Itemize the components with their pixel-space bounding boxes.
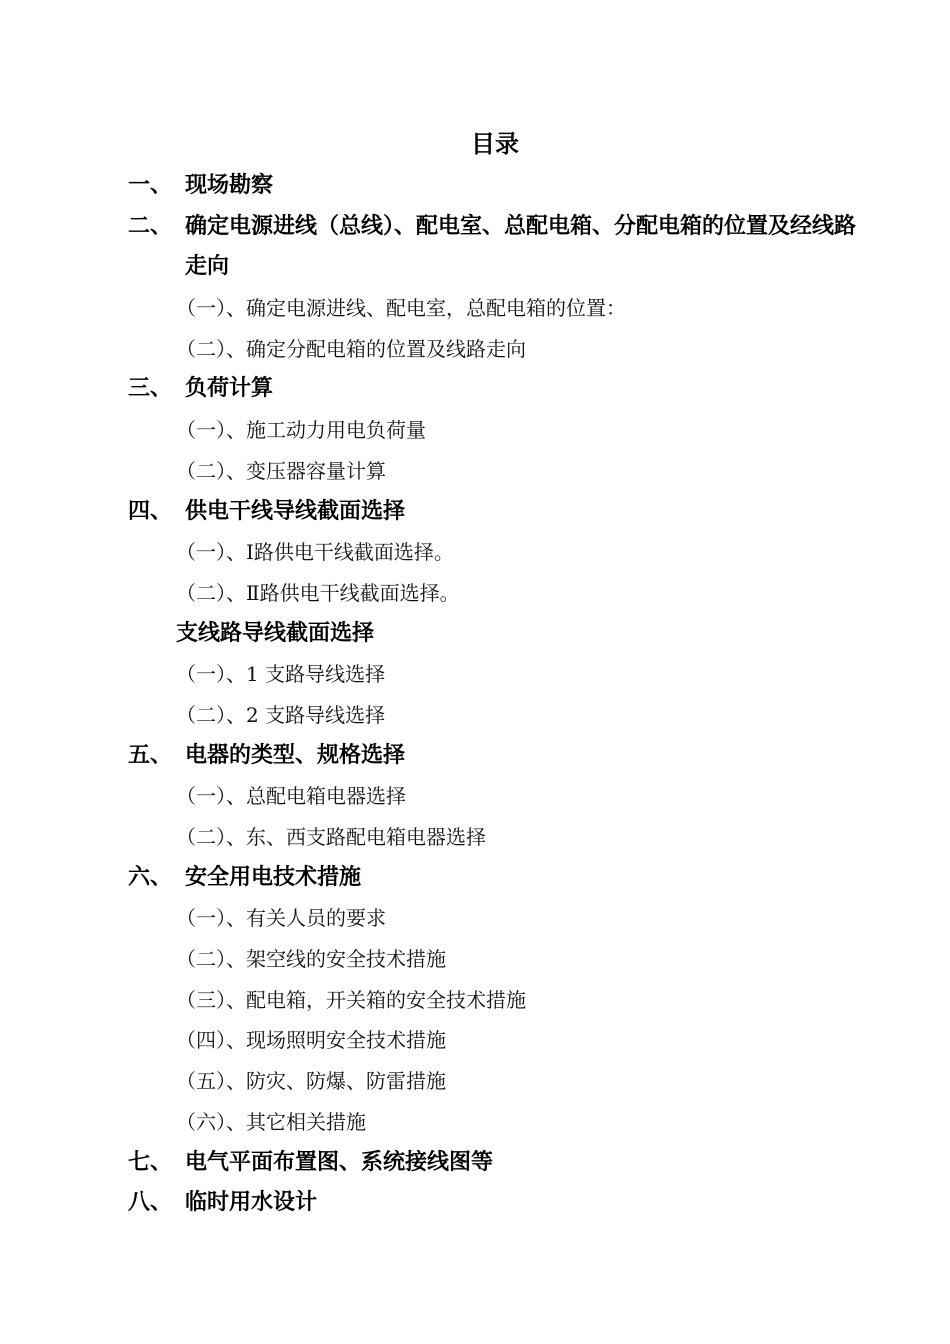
toc-entry-unnumbered — [0, 614, 950, 655]
toc-entry-1 — [0, 166, 950, 207]
toc-entry-5 — [0, 736, 950, 777]
toc-subentry — [0, 980, 950, 1021]
toc-subentry — [0, 1020, 950, 1061]
toc-subheading: （五）、防灾、防爆、防雷措施 — [176, 1069, 446, 1094]
toc-entry-7 — [0, 1143, 950, 1184]
toc-heading: 负荷计算 — [185, 376, 274, 402]
table-of-contents — [0, 166, 950, 1224]
toc-heading: 确定电源进线（总线）、配电室、总配电箱、分配电箱的位置及经线路走向 — [185, 213, 857, 280]
toc-heading: 电器的类型、规格选择 — [185, 742, 406, 768]
toc-subheading: （二）、变压器容量计算 — [176, 458, 386, 483]
toc-subentry — [0, 573, 950, 614]
toc-heading: 临时用水设计 — [185, 1190, 318, 1216]
toc-subheading: （二）、Ⅱ路供电干线截面选择。 — [176, 580, 460, 605]
toc-subentry — [0, 410, 950, 451]
toc-subheading: （二）、2 支路导线选择 — [176, 702, 386, 727]
toc-subheading: （一）、确定电源进线、配电室，总配电箱的位置： — [176, 296, 626, 321]
toc-subentry — [0, 532, 950, 573]
toc-subheading: （一）、1 支路导线选择 — [176, 662, 386, 687]
toc-subentry — [0, 1102, 950, 1143]
toc-number: 一、 — [128, 173, 173, 198]
toc-subentry — [0, 329, 950, 370]
toc-subentry — [0, 817, 950, 858]
toc-subentry — [0, 654, 950, 695]
toc-entry-8 — [0, 1183, 950, 1224]
toc-subheading: （一）、施工动力用电负荷量 — [176, 418, 426, 443]
toc-entry-6 — [0, 858, 950, 899]
toc-subheading: （二）、确定分配电箱的位置及线路走向 — [176, 336, 526, 361]
toc-heading: 支线路导线截面选择 — [176, 620, 375, 646]
toc-number: 二、 — [128, 213, 173, 239]
toc-entry-3 — [0, 369, 950, 410]
toc-subentry — [0, 939, 950, 980]
toc-subentry — [0, 776, 950, 817]
toc-subheading: （四）、现场照明安全技术措施 — [176, 1028, 446, 1053]
toc-subheading: （二）、东、西支路配电箱电器选择 — [176, 825, 486, 850]
toc-heading: 供电干线导线截面选择 — [185, 498, 406, 524]
toc-entry-2 — [0, 207, 950, 288]
toc-subentry — [0, 288, 950, 329]
toc-subheading: （一）、总配电箱电器选择 — [176, 784, 406, 809]
toc-entry-4 — [0, 492, 950, 533]
toc-subheading: （六）、其它相关措施 — [176, 1109, 366, 1134]
toc-number: 三、 — [128, 376, 173, 402]
toc-subentry — [0, 451, 950, 492]
toc-number: 四、 — [128, 498, 173, 524]
toc-subheading: （一）、Ⅰ路供电干线截面选择。 — [176, 540, 454, 565]
toc-subentry — [0, 695, 950, 736]
toc-number: 六、 — [128, 864, 173, 890]
toc-subentry — [0, 898, 950, 939]
toc-subheading: （三）、配电箱，开关箱的安全技术措施 — [176, 987, 526, 1012]
page-title: 目录 — [471, 130, 519, 158]
toc-subentry — [0, 1061, 950, 1102]
toc-number: 五、 — [128, 742, 173, 768]
toc-number: 八、 — [128, 1190, 173, 1216]
toc-heading: 电气平面布置图、系统接线图等 — [185, 1149, 494, 1175]
toc-heading: 安全用电技术措施 — [185, 864, 362, 890]
toc-subheading: （一）、有关人员的要求 — [176, 906, 386, 931]
toc-heading: 现场勘察 — [185, 173, 274, 198]
toc-subheading: （二）、架空线的安全技术措施 — [176, 947, 446, 972]
toc-number: 七、 — [128, 1149, 173, 1175]
